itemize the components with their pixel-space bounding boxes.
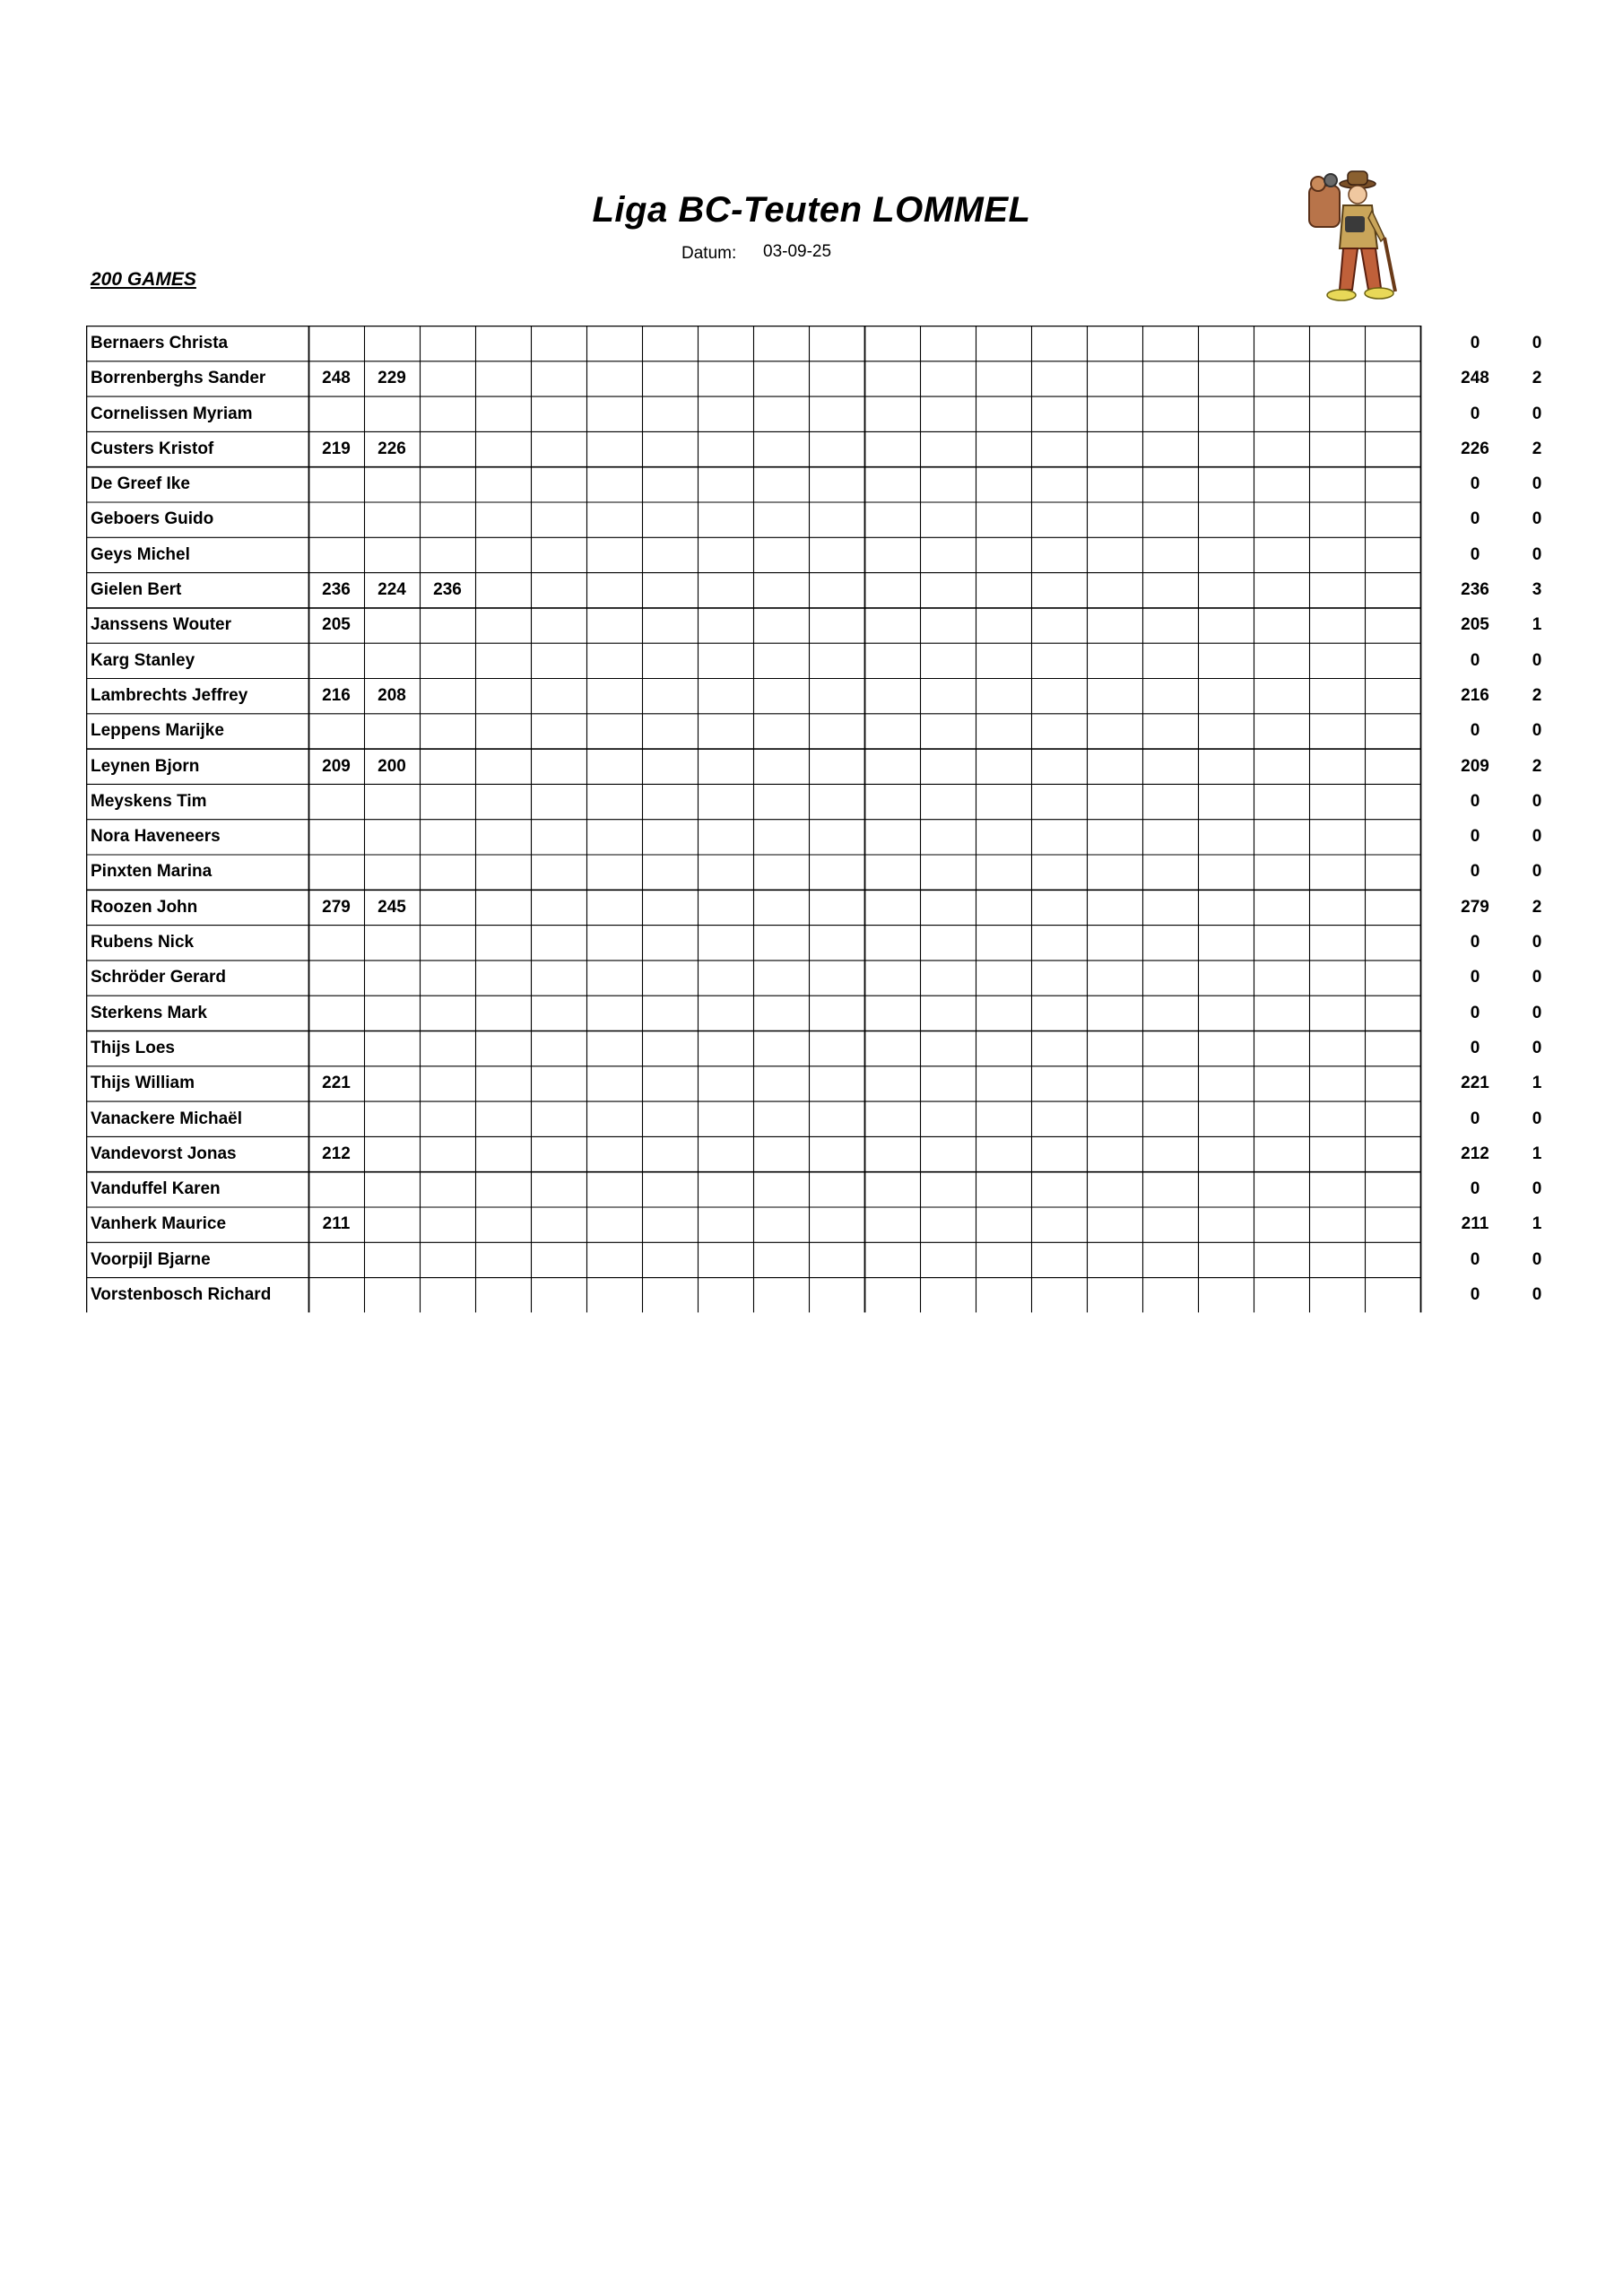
game-count: 0 [1532,1109,1542,1128]
player-name: Karg Stanley [91,650,195,670]
game-count: 1 [1532,1214,1542,1234]
game-count: 0 [1532,474,1542,494]
best-score: 248 [1461,369,1489,388]
walking-peddler-logo-icon [1291,166,1417,309]
score-cell: 205 [322,615,351,635]
game-count: 2 [1532,369,1542,388]
player-name: Thijs Loes [91,1038,175,1057]
score-cell: 216 [322,685,351,705]
best-score: 0 [1470,404,1480,423]
best-score: 221 [1461,1074,1489,1093]
player-name: Geboers Guido [91,509,214,529]
player-name: Geys Michel [91,544,190,564]
player-name: Vorstenbosch Richard [91,1285,272,1305]
game-count: 1 [1532,615,1542,635]
player-name: Schröder Gerard [91,968,226,987]
player-name: Meyskens Tim [91,791,207,811]
game-count: 0 [1532,1003,1542,1022]
best-score: 0 [1470,1179,1480,1199]
best-score: 279 [1461,897,1489,917]
best-score: 0 [1470,1249,1480,1269]
player-name: Cornelissen Myriam [91,404,253,423]
game-count: 0 [1532,1038,1542,1057]
player-name: Vanherk Maurice [91,1214,227,1234]
game-count: 2 [1532,897,1542,917]
game-count: 2 [1532,756,1542,776]
game-count: 0 [1532,544,1542,564]
score-cell: 211 [322,1214,351,1234]
score-cell: 212 [322,1144,351,1163]
game-count: 0 [1532,721,1542,741]
best-score: 0 [1470,1038,1480,1057]
player-name: Nora Haveneers [91,827,221,847]
player-name: Leynen Bjorn [91,756,200,776]
game-count: 0 [1532,650,1542,670]
game-count: 0 [1532,334,1542,352]
score-cell: 209 [322,756,351,776]
player-name: Rubens Nick [91,933,195,952]
game-count: 2 [1532,685,1542,705]
game-count: 0 [1532,827,1542,847]
best-score: 0 [1470,827,1480,847]
player-name: Gielen Bert [91,580,182,600]
game-count: 3 [1532,580,1542,600]
score-cell: 221 [322,1074,351,1093]
datum-value: 03-09-25 [763,242,832,261]
score-cell: 219 [322,439,351,458]
game-count: 0 [1532,1179,1542,1199]
best-score: 211 [1461,1214,1489,1234]
player-name: Voorpijl Bjarne [91,1249,211,1269]
score-cell: 236 [433,580,462,600]
player-name: Thijs William [91,1074,195,1093]
game-count: 0 [1532,1285,1542,1305]
player-name: Vanduffel Karen [91,1179,221,1199]
player-name: Roozen John [91,897,198,917]
player-name: Vanackere Michaël [91,1109,242,1128]
best-score: 0 [1470,721,1480,741]
score-cell: 224 [378,580,406,600]
best-score: 0 [1470,862,1480,882]
datum-label: Datum: [681,244,737,263]
game-count: 1 [1532,1144,1542,1163]
game-count: 0 [1532,791,1542,811]
best-score: 0 [1470,1285,1480,1305]
best-score: 205 [1461,615,1489,635]
player-name: Janssens Wouter [91,615,231,635]
game-count: 1 [1532,1074,1542,1093]
best-score: 216 [1461,685,1489,705]
best-score: 0 [1470,1109,1480,1128]
game-count: 0 [1532,1249,1542,1269]
player-name: Custers Kristof [91,439,214,458]
best-score: 0 [1470,650,1480,670]
score-cell: 248 [322,369,351,388]
game-count: 0 [1532,862,1542,882]
score-cell: 236 [322,580,351,600]
best-score: 0 [1470,474,1480,494]
best-score: 0 [1470,334,1480,352]
section-heading: 200 GAMES [91,269,196,290]
player-name: Pinxten Marina [91,862,213,882]
score-cell: 200 [378,756,406,776]
player-name: Sterkens Mark [91,1003,207,1022]
game-count: 2 [1532,439,1542,458]
best-score: 0 [1470,933,1480,952]
player-name: Lambrechts Jeffrey [91,685,248,705]
player-name: Vandevorst Jonas [91,1144,237,1163]
best-score: 212 [1461,1144,1489,1163]
game-count: 0 [1532,968,1542,987]
player-name: Borrenberghs Sander [91,369,266,388]
game-count: 0 [1532,509,1542,529]
score-cell: 208 [378,685,406,705]
best-score: 226 [1461,439,1489,458]
best-score: 0 [1470,1003,1480,1022]
best-score: 0 [1470,791,1480,811]
table-grid-lines [86,326,1431,1321]
best-score: 0 [1470,509,1480,529]
best-score: 209 [1461,756,1489,776]
score-cell: 279 [322,897,351,917]
best-score: 0 [1470,544,1480,564]
score-cell: 226 [378,439,406,458]
best-score: 236 [1461,580,1489,600]
player-name: Bernaers Christa [91,334,229,352]
best-score: 0 [1470,968,1480,987]
game-count: 0 [1532,933,1542,952]
player-name: De Greef Ike [91,474,190,494]
score-cell: 245 [378,897,406,917]
player-name: Leppens Marijke [91,721,224,741]
game-count: 0 [1532,404,1542,423]
score-cell: 229 [378,369,406,388]
page-title: Liga BC-Teuten LOMMEL [592,190,1031,230]
